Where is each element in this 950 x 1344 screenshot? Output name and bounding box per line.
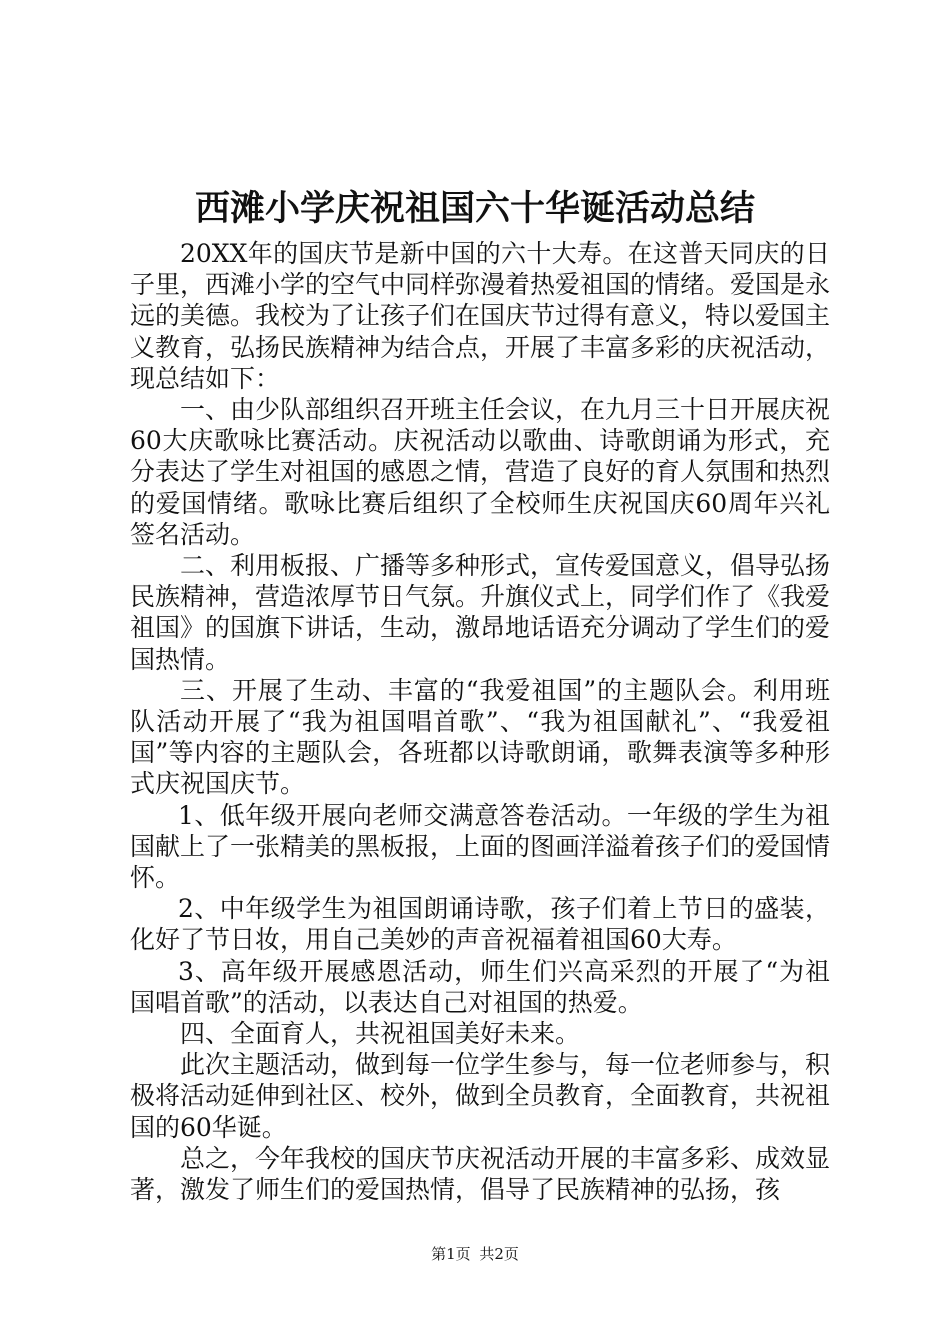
page-number: 第1页 <box>431 1245 471 1263</box>
paragraph-item-2: 2、中年级学生为祖国朗诵诗歌，孩子们着上节日的盛装，化好了节日妆，用自己美妙的声音祝福着祖国60大寿。 <box>130 894 830 955</box>
paragraph-section-1: 一、由少队部组织召开班主任会议，在九月三十日开展庆祝60大庆歌咏比赛活动。庆祝活动以歌曲、诗歌朗诵为形式，充分表达了学生对祖国的感恩之情，营造了良好的育人氛围和热烈的爱国情绪。歌咏比赛后组织了全校师生庆祝国庆60周年兴礼签名活动。 <box>130 395 831 549</box>
paragraph-intro: 20XX年的国庆节是新中国的六十大寿。在这普天同庆的日子里，西滩小学的空气中同样弥漫着热爱祖国的情绪。爱国是永远的美德。我校为了让孩子们在国庆节过得有意义，特以爱国主义教育，弘扬民族精神为结合点，开展了丰富多彩的庆祝活动，现总结如下： <box>130 239 831 393</box>
paragraph-activity-summary: 此次主题活动，做到每一位学生参与，每一位老师参与，积极将活动延伸到社区、校外，做到全员教育，全面教育，共祝祖国的60华诞。 <box>130 1050 831 1142</box>
paragraph-item-3: 3、高年级开展感恩活动，师生们兴高采烈的开展了“为祖国唱首歌”的活动，以表达自己对祖国的热爱。 <box>130 956 830 1017</box>
paragraph-conclusion: 总之，今年我校的国庆节庆祝活动开展的丰富多彩、成效显著，激发了师生们的爱国热情，倡导了民族精神的弘扬，孩 <box>130 1143 831 1205</box>
document-title: 西滩小学庆祝祖国六十华诞活动总结 <box>194 188 755 229</box>
page-total: 共2页 <box>479 1245 519 1263</box>
paragraph-section-2: 二、利用板报、广播等多种形式，宣传爱国意义，倡导弘扬民族精神，营造浓厚节日气氛。升旗仪式上，同学们作了《我爱祖国》的国旗下讲话，生动，激昂地话语充分调动了学生们的爱国热情。 <box>130 551 831 674</box>
page-footer <box>0 1244 950 1264</box>
paragraph-section-3: 三、开展了生动、丰富的“我爱祖国”的主题队会。利用班队活动开展了“我为祖国唱首歌”、“我为祖国献礼”、“我爱祖国”等内容的主题队会，各班都以诗歌朗诵，歌舞表演等多种形式庆祝国庆节。 <box>130 675 830 799</box>
paragraph-section-4: 四、全面育人，共祝祖国美好未来。 <box>180 1019 581 1049</box>
paragraph-item-1: 1、低年级开展向老师交满意答卷活动。一年级的学生为祖国献上了一张精美的黑板报，上面的图画洋溢着孩子们的爱国情怀。 <box>130 800 831 893</box>
document-body <box>130 238 830 1205</box>
